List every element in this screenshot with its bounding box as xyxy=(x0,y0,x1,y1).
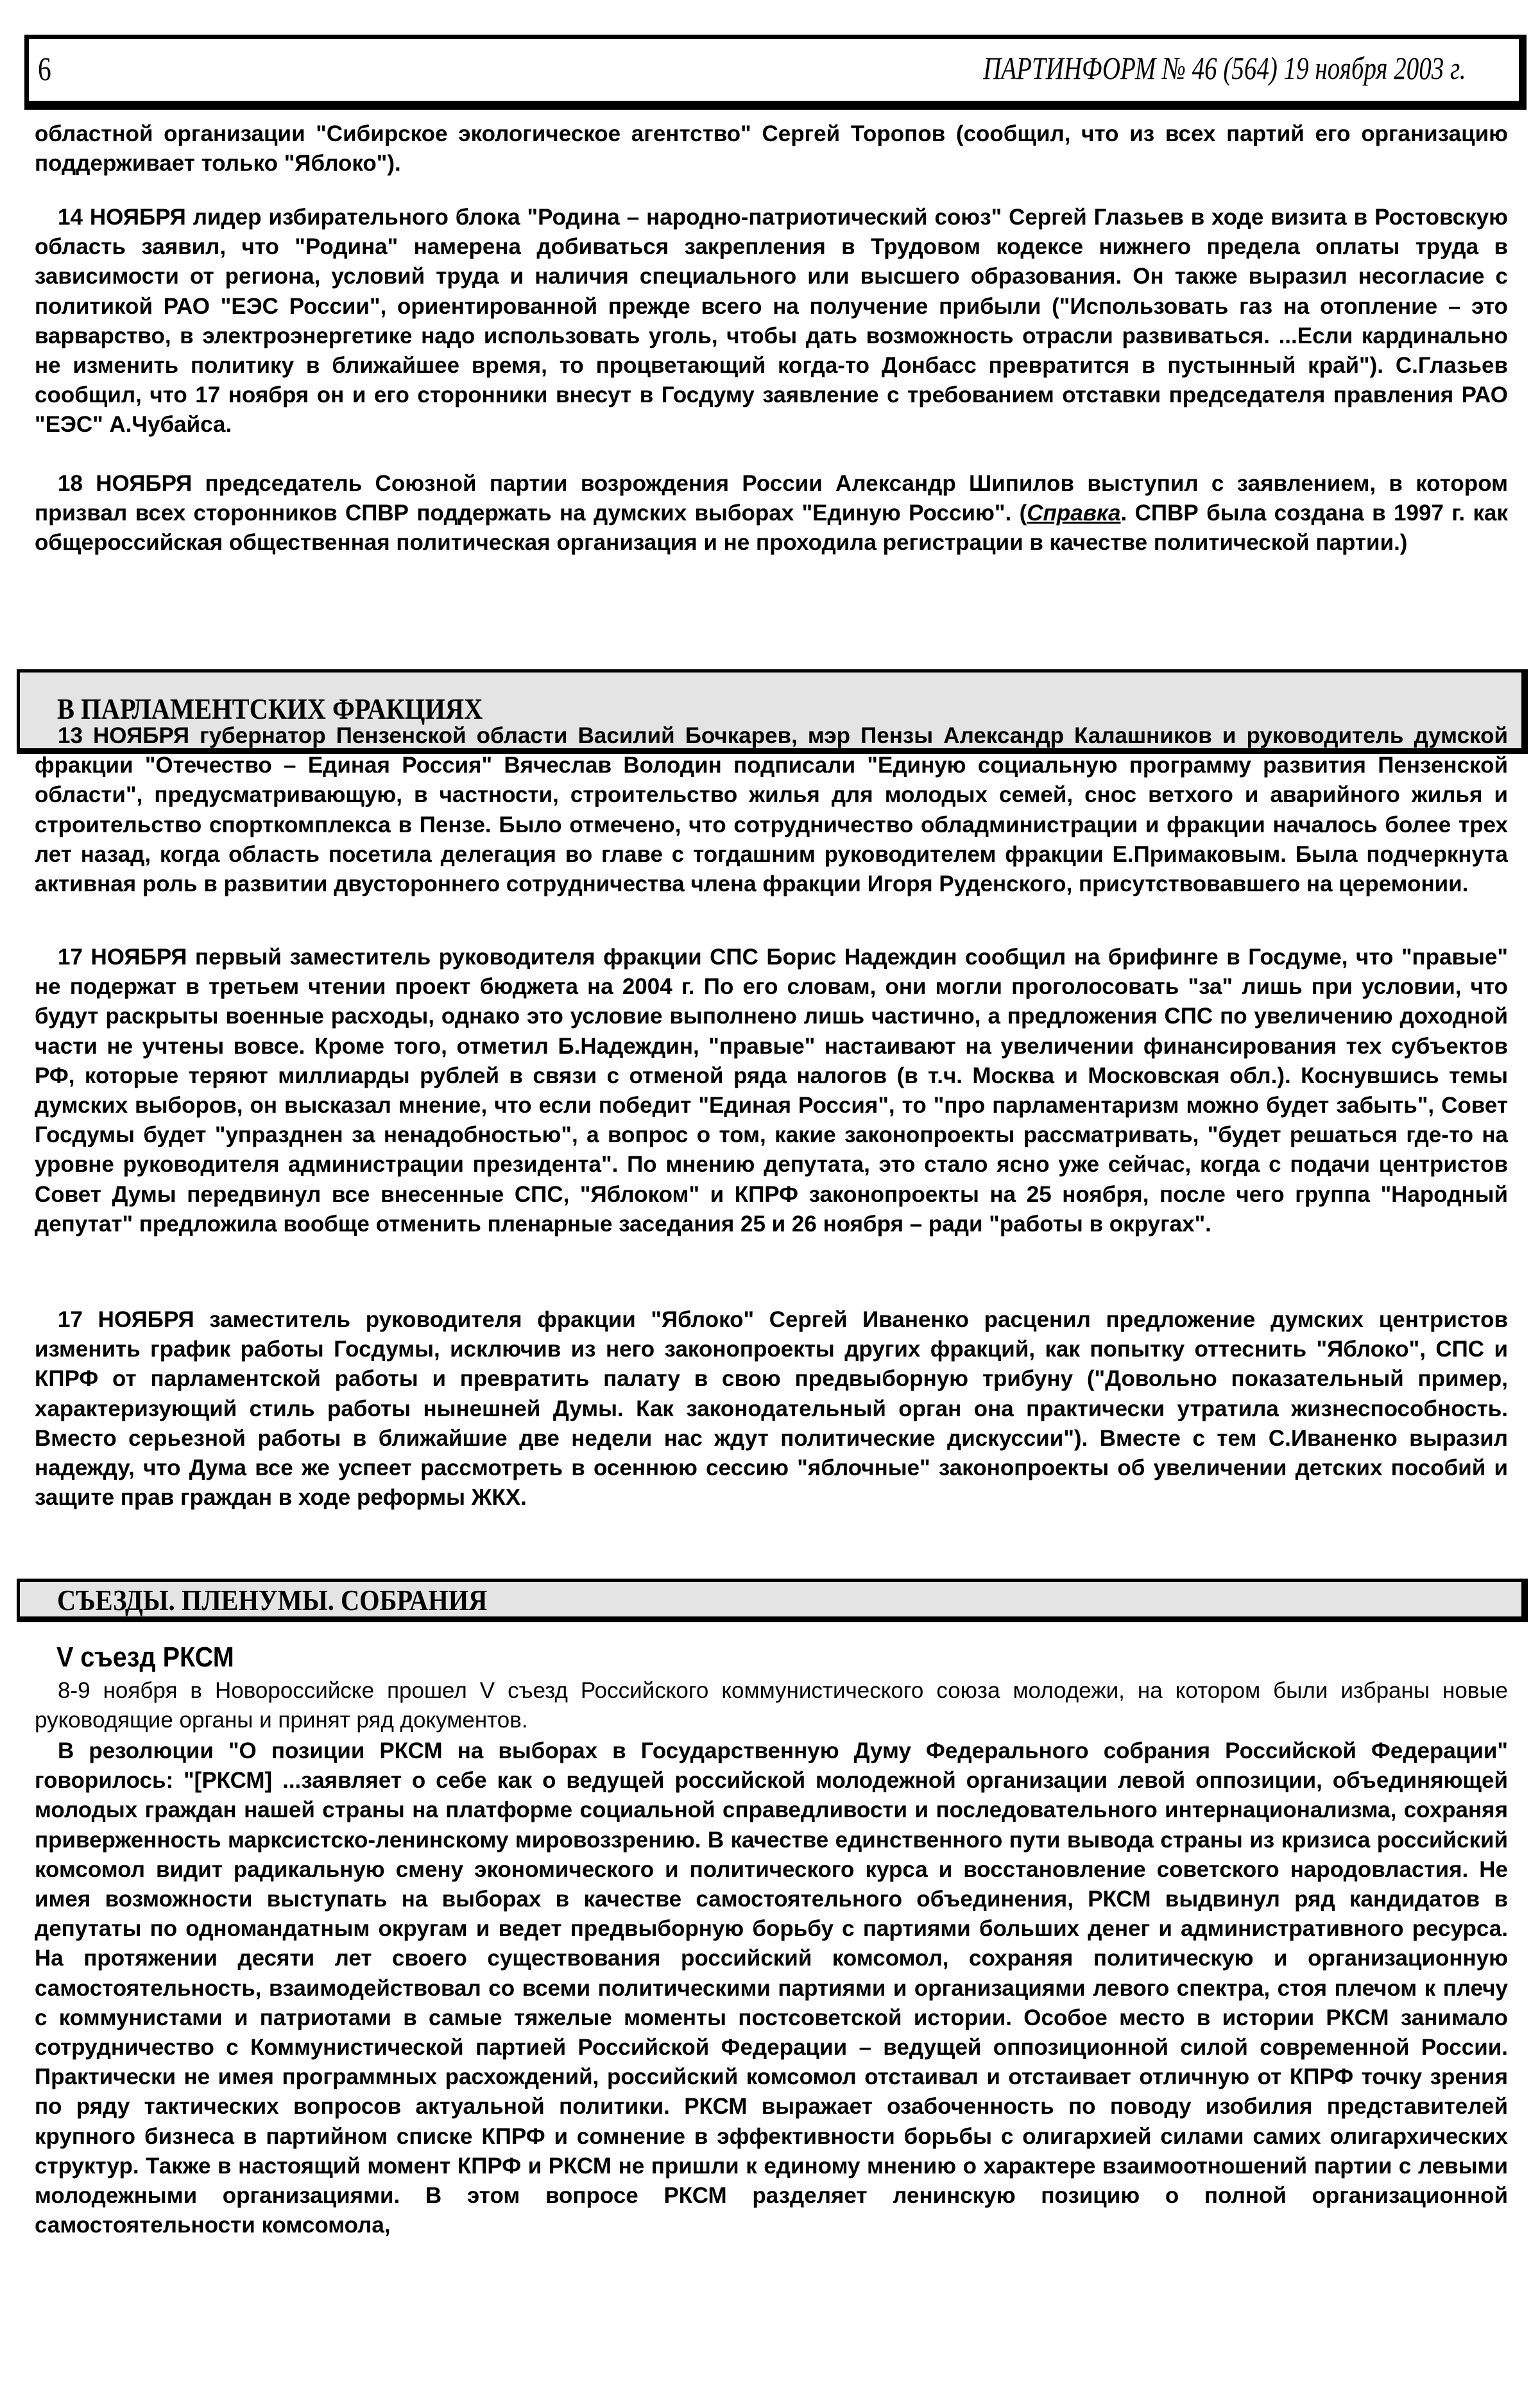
paragraph-continuation: областной организации "Сибирское экологическое агентство" Сергей Торопов (сообщил, что из всех партий его организацию поддерживает только "Яблоко"). xyxy=(35,121,1508,176)
page-number: 6 xyxy=(38,51,51,88)
article-lead: 8-9 ноября в Новороссийске прошел V съезд Российского коммунистического союза молодежи, на котором были избраны новые руководящие органы и принят ряд документов. xyxy=(35,1678,1508,1733)
article-body: В резолюции "О позиции РКСМ на выборах в Государственную Думу Федерального собрания Российской Федерации" говорилось: "[РКСМ] ...заявляет о себе как о ведущей российской молодежной организации левой оппозиции, объединяющей молодых граждан нашей страны на платформе социальной справедливости и последовательного интернационализма, сохраняя приверженность марксистско-ленинскому мировоззрению. В качестве единственного пути вывода страны из кризиса российский комсомол видит радикальную смену экономического и политического курса и восстановление советского народовластия. Не имея возможности выступать на выборах в качестве самостоятельного объединения, РКСМ выдвинул ряд кандидатов в депутаты по одномандатным округам и ведет предвыборную борьбу с партиями больших денег и административного ресурса. На протяжении десяти лет своего существования российский комсомол, сохраняя политическую и организационную самостоятельность, взаимодействовал со всеми политическими партиями и организациями левого спектра, стоя плечом к плечу с коммунистами и патриотами в самые тяжелые моменты постсоветской истории. Особое место в истории РКСМ занимало сотрудничество с Коммунистической партией Российской Федерации – ведущей оппозиционной силой современной России. Практически не имея программных расхождений, российский комсомол отстаивал и отстаивает отличную от КПРФ точку зрения по ряду тактических вопросов актуальной политики. РКСМ выражает озабоченность по поводу изобилия представителей крупного бизнеса в партийном списке КПРФ и сомнение в эффективности борьбы с олигархией силами самих олигархических структур. Также в настоящий момент КПРФ и РКСМ не пришли к единому мнению о характере взаимоотношений партии с левыми молодежными организациями. В этом вопросе РКСМ разделяет ленинскую позицию о полной организационной самостоятельности комсомола, xyxy=(35,1738,1508,2238)
paragraph-nov18-shipilov: 18 НОЯБРЯ председатель Союзной партии возрождения России Александр Шипилов выступил с заявлением, в котором призвал всех сторонников СПВР поддержать на думских выборах "Единую Россию". (Справка. СПВР была создана в 1997 г. как общероссийская общественная политическая организация и не проходила регистрации в качестве политической партии.) xyxy=(35,471,1508,556)
paragraph-nov13-penza: 13 НОЯБРЯ губернатор Пензенской области Василий Бочкарев, мэр Пензы Александр Калашников и руководитель думской фракции "Отечество – Единая Россия" Вячеслав Володин подписали "Единую социальную программу развития Пензенской области", предусматривающую, в частности, строительство жилья для молодых семей, снос ветхого и аварийного жилья и строительство спорткомплекса в Пензе. Было отмечено, что сотрудничество обладминистрации и фракции началось более трех лет назад, когда область посетила делегация во главе с тогдашним руководителем фракции Е.Примаковым. Была подчеркнута активная роль в развитии двустороннего сотрудничества члена фракции Игоря Руденского, присутствовавшего на церемонии. xyxy=(35,723,1508,897)
page-header xyxy=(24,35,1527,110)
section-title: СЪЕЗДЫ. ПЛЕНУМЫ. СОБРАНИЯ xyxy=(57,1584,488,1616)
paragraph-nov17-ivanenko: 17 НОЯБРЯ заместитель руководителя фракции "Яблоко" Сергей Иваненко расценил предложение думских центристов изменить график работы Госдумы, исключив из него законопроекты других фракций, как попытку оттеснить "Яблоко", СПС и КПРФ от парламентской работы и превратить палату в свою предвыборную трибуну ("Довольно показательный пример, характеризующий стиль работы нынешней Думы. Как законодательный орган она практически утратила жизнеспособность. Вместо серьезной работы в ближайшие две недели нас ждут политические дискуссии"). Вместе с тем С.Иваненко выразил надежду, что Дума все же успеет рассмотреть в осеннюю сессию "яблочные" законопроекты об увеличении детских пособий и защите прав граждан в ходе реформы ЖКХ. xyxy=(35,1307,1508,1511)
article-title: V съезд РКСМ xyxy=(56,1641,234,1673)
issue-title: ПАРТИНФОРМ № 46 (564) 19 ноября 2003 г. xyxy=(983,50,1466,86)
reference-label: Справка xyxy=(1027,501,1121,526)
section-title: В ПАРЛАМЕНТСКИХ ФРАКЦИЯХ xyxy=(57,692,483,725)
paragraph-nov17-nadezhdin: 17 НОЯБРЯ первый заместитель руководителя фракции СПС Борис Надеждин сообщил на брифинге в Госдуме, что "правые" не подержат в третьем чтении проект бюджета на 2004 г. По его словам, они могли проголосовать "за" лишь при условии, что будут раскрыты военные расходы, однако это условие выполнено лишь частично, а предложения СПС по увеличению доходной части не учтены вовсе. Кроме того, отметил Б.Надеждин, "правые" настаивают на увеличении финансирования тех субъектов РФ, которые теряют миллиарды рублей в связи с отменой ряда налогов (в т.ч. Москва и Московская обл.). Коснувшись темы думских выборов, он высказал мнение, что если победит "Единая Россия", то "про парламентаризм можно будет забыть", Совет Госдумы будет "упразднен за ненадобностью", а вопрос о том, какие законопроекты рассматривать, "будет решаться где-то на уровне руководителя администрации президента". По мнению депутата, это стало ясно уже сейчас, когда с подачи центристов Совет Думы передвинул все внесенные СПС, "Яблоком" и КПРФ законопроекты на 25 ноября, после чего группа "Народный депутат" предложила вообще отменить пленарные заседания 25 и 26 ноября – ради "работы в округах". xyxy=(35,945,1508,1237)
section-heading-congresses xyxy=(17,1579,1528,1622)
paragraph-nov14-glazyev: 14 НОЯБРЯ лидер избирательного блока "Родина – народно-патриотический союз" Сергей Глазьев в ходе визита в Ростовскую область заявил, что "Родина" намерена добиваться закрепления в Трудовом кодексе нижнего предела оплаты труда в зависимости от региона, условий труда и наличия специального или высшего образования. Он также выразил несогласие с политикой РАО "ЕЭС России", ориентированной прежде всего на получение прибыли ("Использовать газ на отопление – это варварство, в электроэнергетике надо использовать уголь, чтобы дать возможность отрасли развиваться. ...Если кардинально не изменить политику в ближайшее время, то процветающий когда-то Донбасс превратится в пустынный край"). С.Глазьев сообщил, что 17 ноября он и его сторонники внесут в Госдуму заявление с требованием отставки председателя правления РАО "ЕЭС" А.Чубайса. xyxy=(35,205,1508,438)
